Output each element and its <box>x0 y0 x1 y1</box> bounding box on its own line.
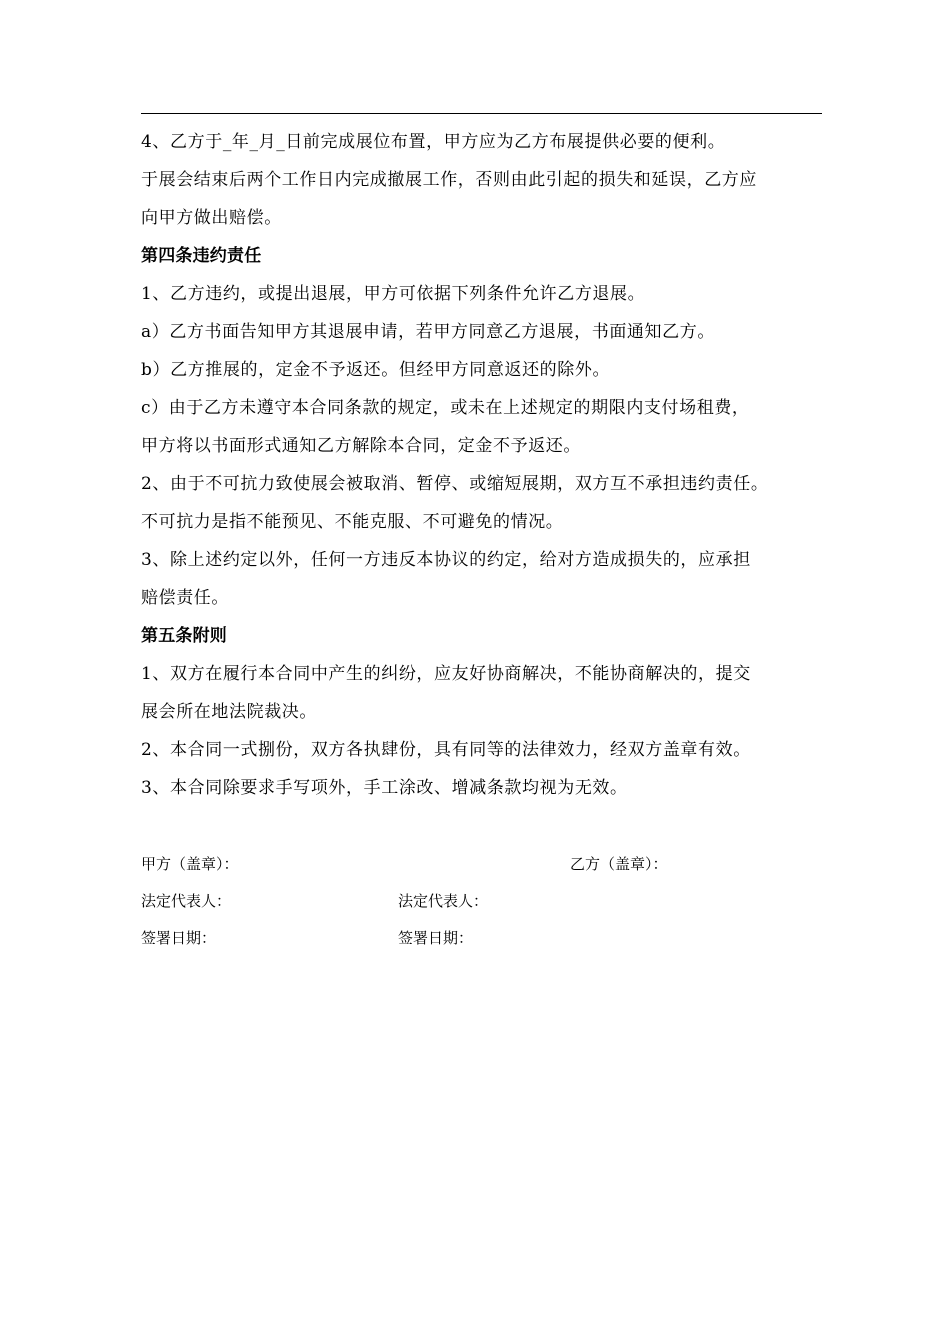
clause-paragraph: 2、由于不可抗力致使展会被取消、暂停、或缩短展期，双方互不承担违约责任。 <box>141 474 769 494</box>
party-b-representative-label: 法定代表人： <box>398 892 489 910</box>
section-heading-article-4: 第四条违约责任 <box>141 246 262 266</box>
party-b-date-label: 签署日期： <box>398 929 474 947</box>
clause-paragraph: 2、本合同一式捌份，双方各执肆份，具有同等的法律效力，经双方盖章有效。 <box>141 740 751 760</box>
clause-paragraph: 4、乙方于_年_月_日前完成展位布置，甲方应为乙方布展提供必要的便利。 <box>141 132 726 152</box>
clause-paragraph: 赔偿责任。 <box>141 588 229 608</box>
clause-paragraph: 1、双方在履行本合同中产生的纠纷，应友好协商解决，不能协商解决的，提交 <box>141 664 751 684</box>
clause-paragraph: 1、乙方违约，或提出退展，甲方可依据下列条件允许乙方退展。 <box>141 284 646 304</box>
clause-paragraph: 不可抗力是指不能预见、不能克服、不可避免的情况。 <box>141 512 564 532</box>
contract-body <box>141 123 825 807</box>
party-b-seal-label: 乙方（盖章）： <box>570 855 668 873</box>
clause-paragraph: 甲方将以书面形式通知乙方解除本合同，定金不予返还。 <box>141 436 581 456</box>
clause-paragraph: a）乙方书面告知甲方其退展申请，若甲方同意乙方退展，书面通知乙方。 <box>141 322 715 342</box>
clause-paragraph: 3、除上述约定以外，任何一方违反本协议的约定，给对方造成损失的，应承担 <box>141 550 751 570</box>
party-a-representative-label: 法定代表人： <box>141 892 232 910</box>
party-a-date-label: 签署日期： <box>141 929 217 947</box>
clause-paragraph: 3、本合同除要求手写项外，手工涂改、增减条款均视为无效。 <box>141 778 628 798</box>
party-a-seal-label: 甲方（盖章）： <box>141 855 239 873</box>
clause-paragraph: c）由于乙方未遵守本合同条款的规定，或未在上述规定的期限内支付场租费， <box>141 398 750 418</box>
header-rule <box>141 113 822 114</box>
clause-paragraph: b）乙方推展的，定金不予返还。但经甲方同意返还的除外。 <box>141 360 611 380</box>
clause-paragraph: 展会所在地法院裁决。 <box>141 702 317 722</box>
clause-paragraph: 向甲方做出赔偿。 <box>141 208 282 228</box>
section-heading-article-5: 第五条附则 <box>141 626 227 646</box>
clause-paragraph: 于展会结束后两个工作日内完成撤展工作，否则由此引起的损失和延误，乙方应 <box>141 170 757 190</box>
